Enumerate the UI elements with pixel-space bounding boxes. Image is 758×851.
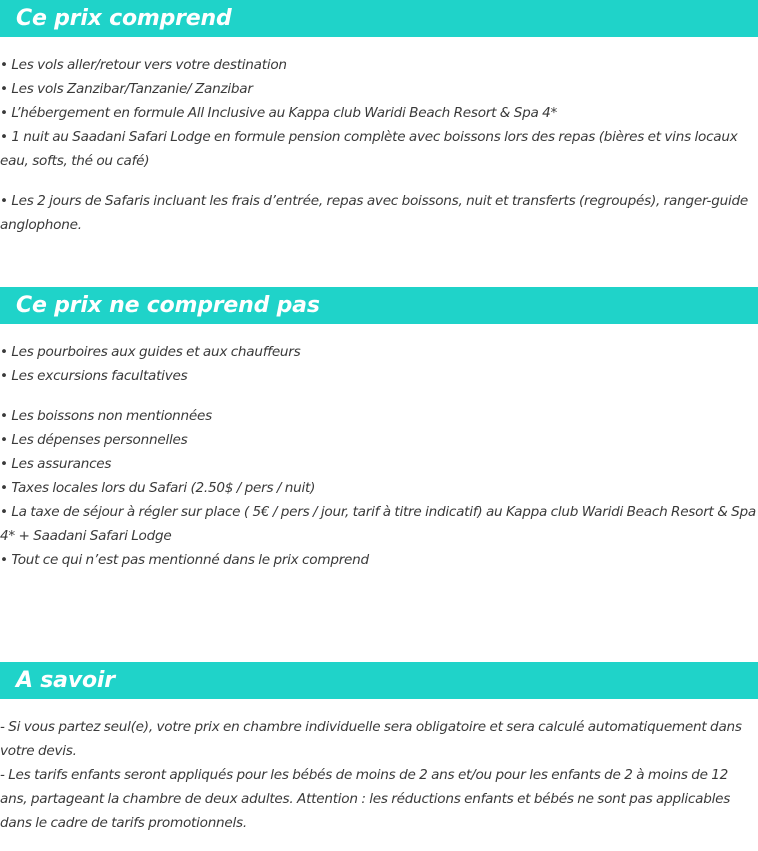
excluded-list-1 [0, 340, 758, 388]
included-list-2 [0, 189, 758, 237]
list-item: - Les tarifs enfants seront appliqués pour les bébés de moins de 2 ans et/ou pour les enfants de 2 à moins de 12 ans, partageant la chambre de deux adultes. Attention : les réductions enfants et bébés ne sont pas applicables dans le cadre de tarifs promotionnels. [0, 767, 731, 831]
section-ce-prix-comprend [0, 0, 758, 237]
included-list-1 [0, 53, 758, 173]
list-item: • Les vols aller/retour vers votre destination [0, 57, 287, 73]
list-item: • Les boissons non mentionnées [0, 408, 212, 424]
list-item: • Tout ce qui n’est pas mentionné dans le prix comprend [0, 552, 369, 568]
list-item: • Les dépenses personnelles [0, 432, 188, 448]
excluded-list-2 [0, 404, 758, 572]
list-item: • Taxes locales lors du Safari (2.50$ / pers / nuit) [0, 480, 316, 496]
section-a-savoir [0, 662, 758, 835]
section-title: Ce prix comprend [0, 0, 758, 37]
list-item: • L’hébergement en formule All Inclusive au Kappa club Waridi Beach Resort & Spa 4* [0, 105, 558, 121]
list-item: • Les excursions facultatives [0, 368, 188, 384]
section-title: Ce prix ne comprend pas [0, 287, 758, 324]
section-ce-prix-ne-comprend-pas [0, 287, 758, 572]
list-item: • Les pourboires aux guides et aux chauffeurs [0, 344, 301, 360]
list-item: - Si vous partez seul(e), votre prix en chambre individuelle sera obligatoire et sera calculé automatiquement dans votre devis. [0, 719, 742, 759]
list-item: • La taxe de séjour à régler sur place ( 5€ / pers / jour, tarif à titre indicatif) au Kappa club Waridi Beach Resort & Spa 4* + Saadani Safari Lodge [0, 504, 756, 544]
section-title: A savoir [0, 662, 758, 699]
info-list [0, 715, 758, 835]
list-item: • 1 nuit au Saadani Safari Lodge en formule pension complète avec boissons lors des repas (bières et vins locaux eau, softs, thé ou café) [0, 129, 738, 169]
list-item: • Les assurances [0, 456, 112, 472]
list-item: • Les 2 jours de Safaris incluant les frais d’entrée, repas avec boissons, nuit et transferts (regroupés), ranger-guide anglophone. [0, 193, 748, 233]
list-item: • Les vols Zanzibar/Tanzanie/ Zanzibar [0, 81, 253, 97]
